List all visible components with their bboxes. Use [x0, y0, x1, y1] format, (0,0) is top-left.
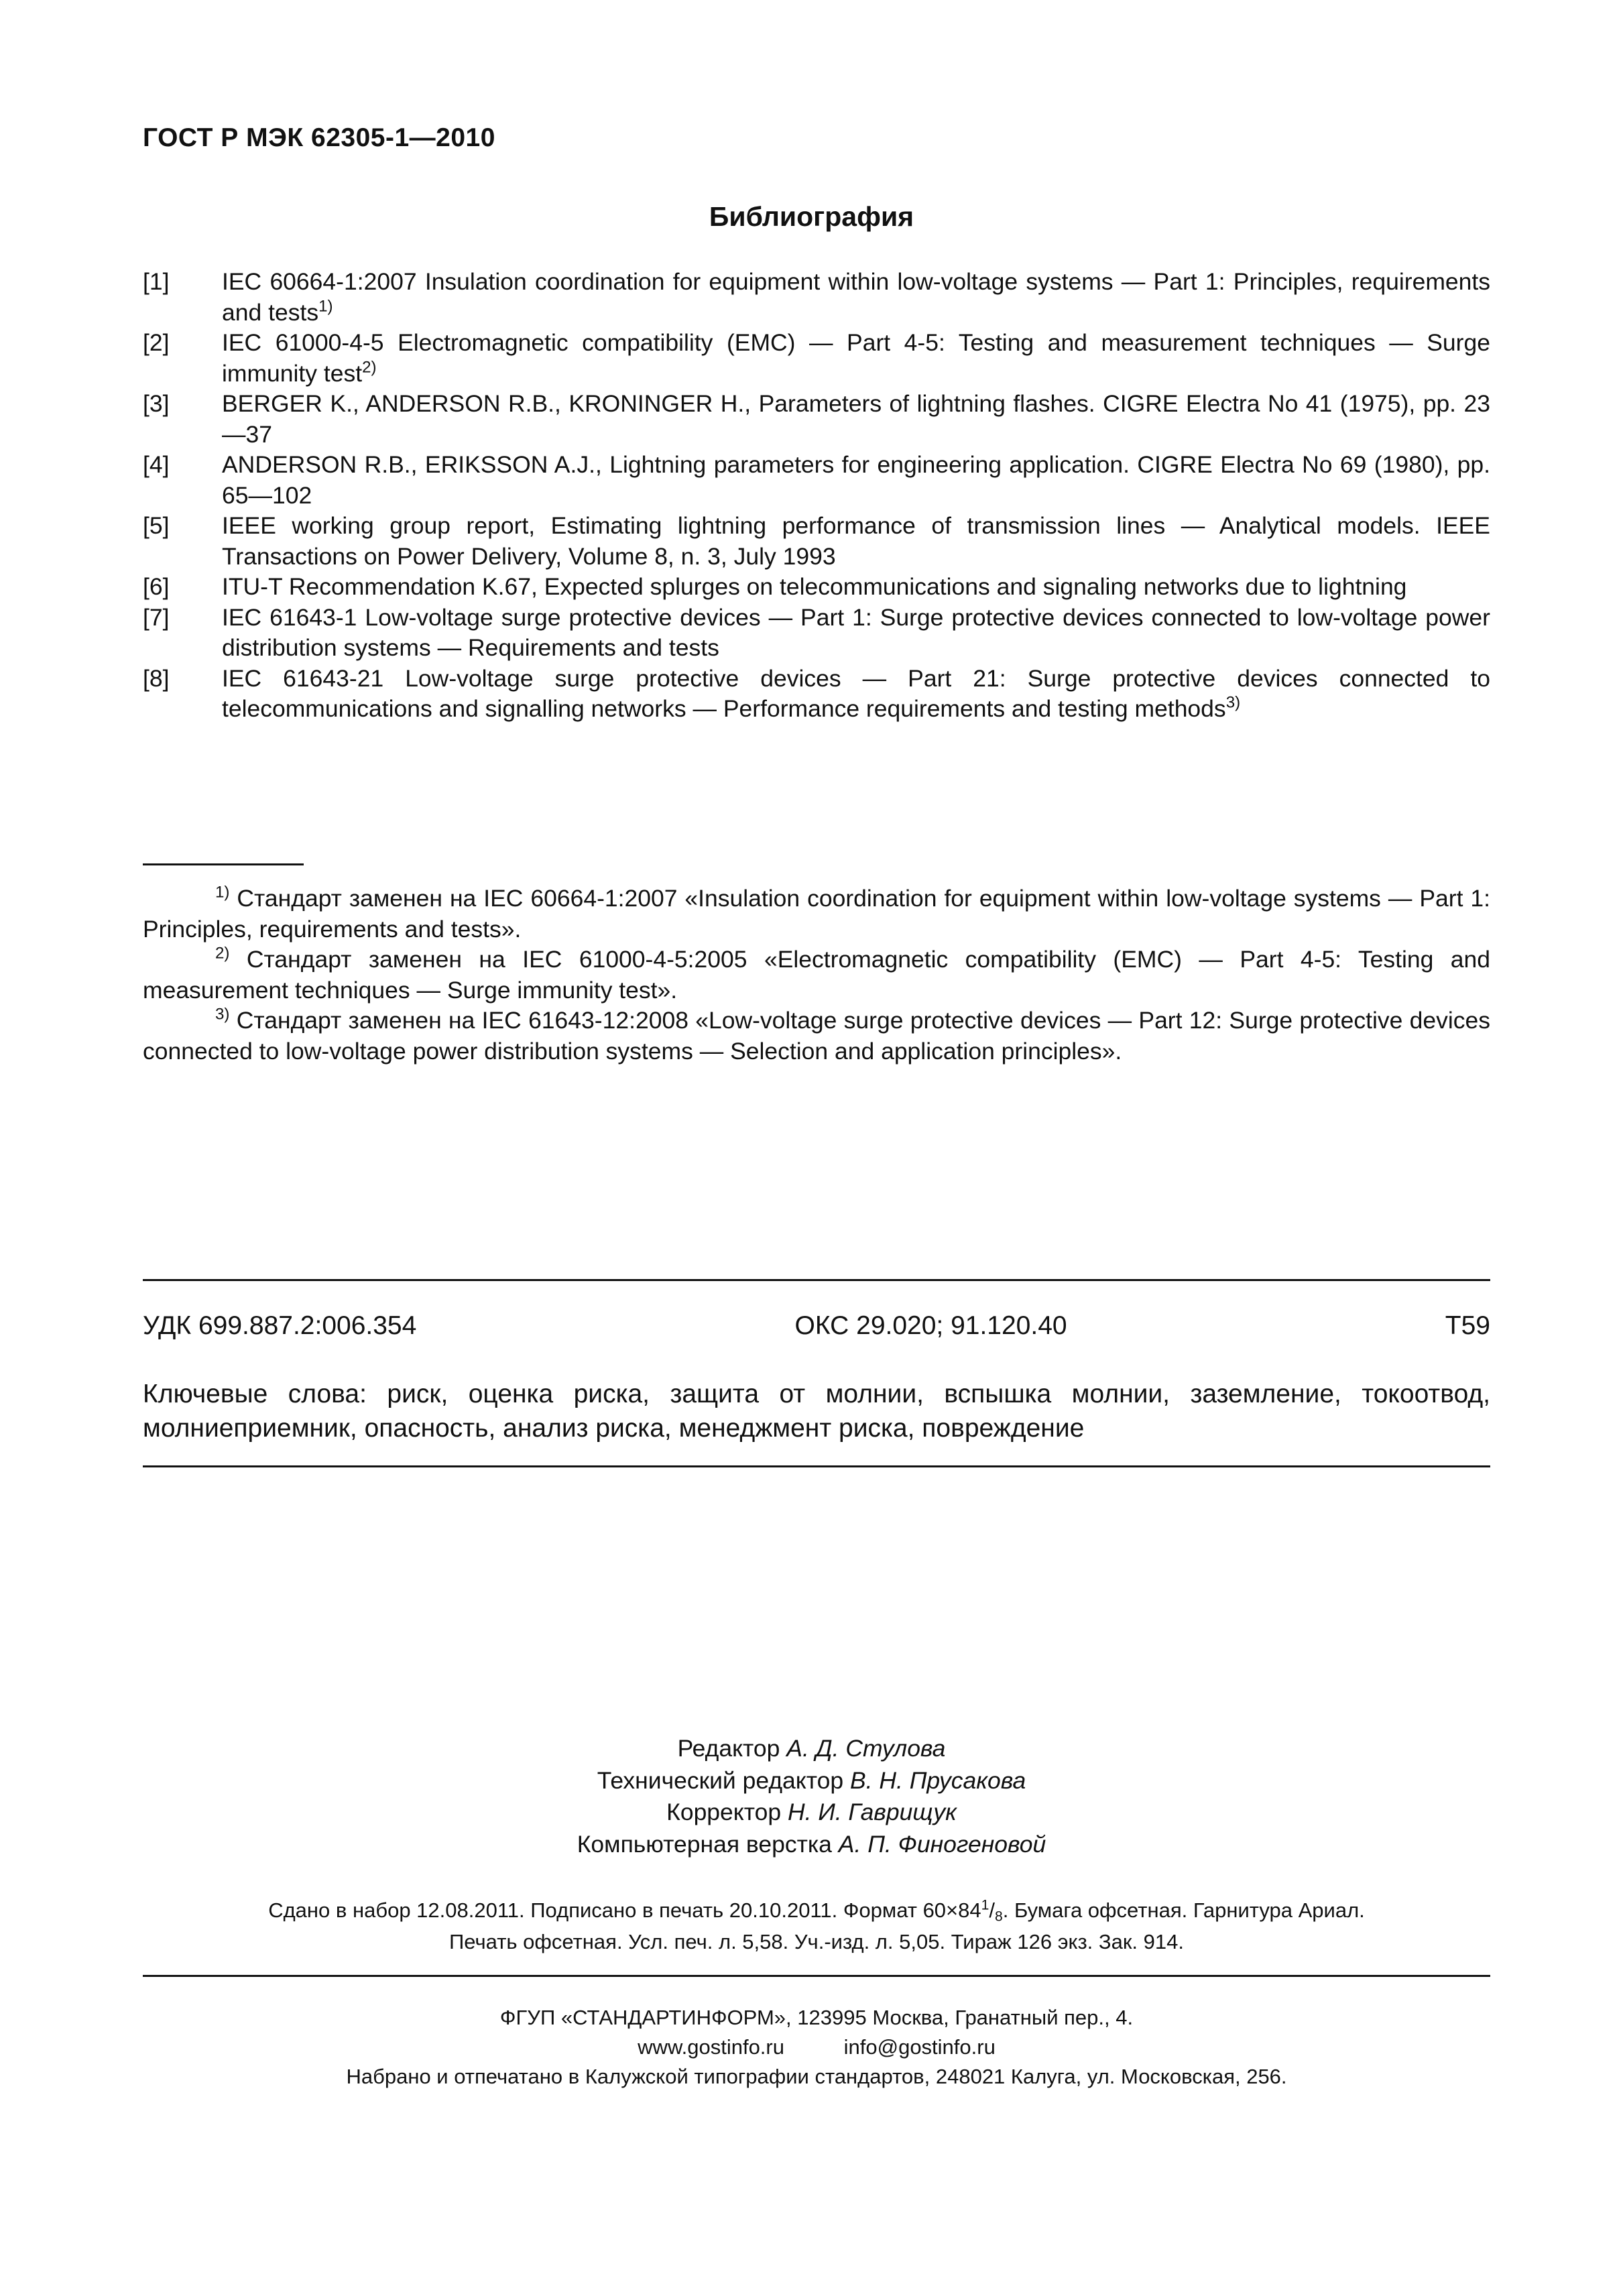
classification-row — [143, 1311, 1490, 1341]
website-link[interactable]: www.gostinfo.ru — [638, 2035, 784, 2059]
publisher-links — [143, 2033, 1490, 2062]
footnote-ref: 3) — [1225, 693, 1241, 712]
top-divider — [143, 1279, 1490, 1281]
editor-line: Редактор А. Д. Стулова — [677, 1735, 946, 1762]
publisher-divider — [143, 1975, 1490, 1977]
printing-house: Набрано и отпечатано в Калужской типографии стандартов, 248021 Калуга, ул. Московская, 256. — [346, 2065, 1287, 2088]
bibliography-entry — [143, 664, 1490, 725]
editor-line: Компьютерная верстка А. П. Финогеновой — [577, 1830, 1046, 1858]
entry-text: IEEE working group report, Estimating lightning performance of transmission lines — Analytical models. IEEE Transactions on Power Delivery, Volume 8, n. 3, July 1993 — [222, 512, 1490, 570]
footnote: $^{1)}$ Стандарт заменен на IEC 60664-1:2007 «Insulation coordination for equipment within low-voltage systems — Part 1: Principles, requirements and tests». — [143, 883, 1490, 943]
bibliography-entry — [143, 328, 1490, 389]
entry-number: [6] — [143, 573, 170, 600]
entry-number: [2] — [143, 329, 170, 356]
group-code: Т59 — [1445, 1311, 1490, 1340]
print-info-line: Сдано в набор 12.08.2011. Подписано в печать 20.10.2011. Формат $60\times 84^1/_8$. Бумага офсетная. Гарнитура Ариал. — [268, 1897, 1365, 1925]
standard-id-header: ГОСТ Р МЭК 62305-1—2010 — [143, 123, 495, 152]
bibliography-entry — [143, 511, 1490, 572]
entry-text: ANDERSON R.B., ERIKSSON A.J., Lightning parameters for engineering application. CIGRE Electra No 69 (1980), pp. 65—102 — [222, 451, 1490, 509]
keywords — [143, 1377, 1490, 1445]
footnote-ref: 1) — [318, 297, 333, 316]
bibliography-list — [143, 267, 1490, 725]
entry-text: BERGER K., ANDERSON R.B., KRONINGER H., Parameters of lightning flashes. CIGRE Electra No 41 (1975), pp. 23—37 — [222, 390, 1490, 448]
bibliography-entry — [143, 603, 1490, 664]
editor-line: Технический редактор В. Н. Прусакова — [597, 1766, 1026, 1794]
bibliography-entry — [143, 389, 1490, 450]
bibliography-entry — [143, 572, 1490, 603]
entry-number: [4] — [143, 451, 170, 478]
entry-text: IEC 61643-21 Low-voltage surge protective devices — Part 21: Surge protective devices connected to telecommunications and signalling networks — Performance requirements and testing methods$^{3)}$ — [222, 664, 1490, 722]
entry-text: IEC 61000-4-5 Electromagnetic compatibility (EMC) — Part 4-5: Testing and measurement techniques — Surge immunity test$^{2)}$ — [222, 329, 1490, 387]
publisher-address: ФГУП «СТАНДАРТИНФОРМ», 123995 Москва, Гранатный пер., 4. — [499, 2006, 1134, 2029]
publisher-block — [143, 2003, 1490, 2092]
udc-code: УДК 699.887.2:006.354 — [143, 1311, 417, 1340]
footnote: $^{3)}$ Стандарт заменен на IEC 61643-12:2008 «Low-voltage surge protective devices — Part 12: Surge protective devices connected to low-voltage power distribution systems — Selection and application principles». — [143, 1005, 1490, 1065]
email-link[interactable]: info@gostinfo.ru — [843, 2035, 996, 2059]
footnote-ref: 2) — [362, 358, 377, 377]
entry-number: [5] — [143, 512, 170, 539]
keywords-divider — [143, 1465, 1490, 1467]
footnote-mark: 3) — [215, 1005, 230, 1024]
editor-line: Корректор Н. И. Гаврищук — [666, 1799, 957, 1825]
footnote-separator — [143, 863, 304, 865]
entry-number: [3] — [143, 390, 170, 417]
print-info — [143, 1894, 1490, 1957]
entry-number: [7] — [143, 603, 170, 631]
editors-block — [0, 1733, 1623, 1860]
entry-text: IEC 61643-1 Low-voltage surge protective devices — Part 1: Surge protective devices connected to low-voltage power distribution systems — Requirements and tests — [222, 603, 1490, 661]
bibliography-title: Библиография — [709, 201, 914, 232]
bibliography-entry — [143, 267, 1490, 328]
entry-number: [1] — [143, 268, 170, 295]
keywords-text: риск, оценка риска, защита от молнии, вспышка молнии, заземление, токоотвод, молниеприемник, опасность, анализ риска, менеджмент риска, повреждение — [143, 1380, 1490, 1443]
footnote-mark: 2) — [215, 944, 230, 963]
keywords-label: Ключевые слова: — [143, 1380, 367, 1408]
footnote: $^{2)}$ Стандарт заменен на IEC 61000-4-5:2005 «Electromagnetic compatibility (EMC) — Part 4-5: Testing and measurement techniques — Surge immunity test». — [143, 944, 1490, 1004]
oks-code: ОКС 29.020; 91.120.40 — [794, 1311, 1067, 1340]
print-info-line: Печать офсетная. Усл. печ. л. 5,58. Уч.-изд. л. 5,05. Тираж 126 экз. Зак. 914. — [448, 1930, 1184, 1953]
footnote-mark: 1) — [215, 883, 230, 902]
entry-text: IEC 60664-1:2007 Insulation coordination for equipment within low-voltage systems — Part 1: Principles, requirements and tests$^{1)}$ — [222, 268, 1490, 326]
entry-text: ITU-T Recommendation K.67, Expected splurges on telecommunications and signaling networks due to lightning — [222, 573, 1407, 600]
footnotes — [143, 884, 1490, 1067]
entry-number: [8] — [143, 664, 170, 692]
bibliography-entry — [143, 450, 1490, 511]
